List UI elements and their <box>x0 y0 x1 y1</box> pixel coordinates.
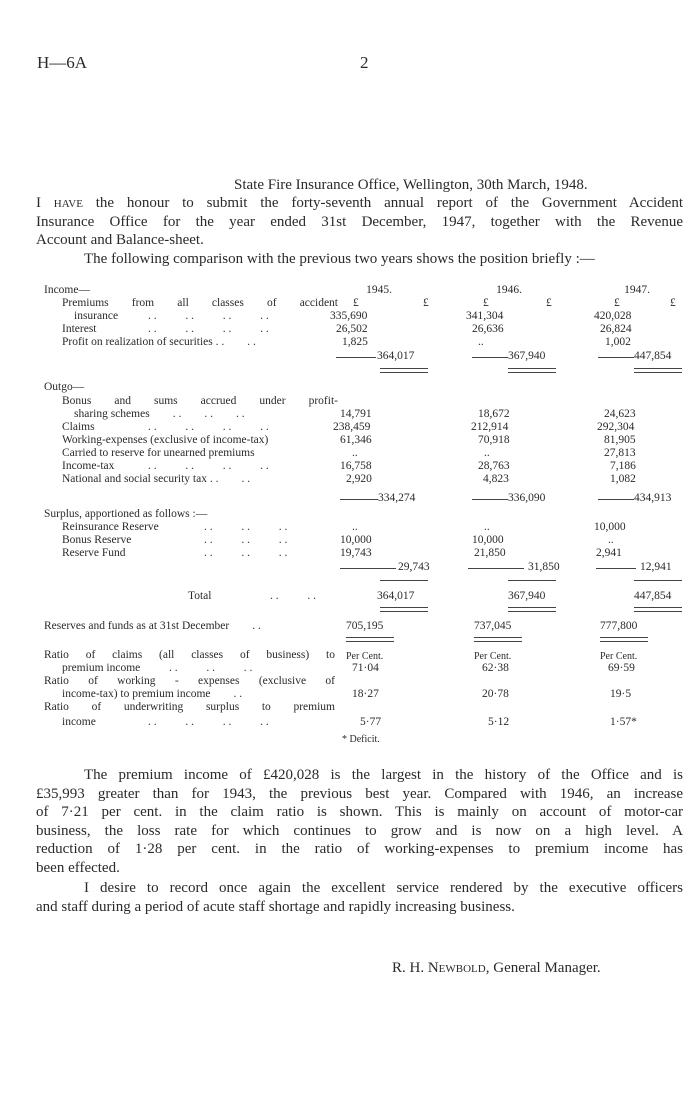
subtotal-rule <box>472 499 508 500</box>
unearned-1947: 27,813 <box>604 447 636 459</box>
bonus-1947: 24,623 <box>604 408 636 420</box>
body-p1-line-1: The premium income of £420,028 is the largest in the history of the Office and is <box>84 767 683 783</box>
outgo-row-bonus-label: Bonus and sums accrued under profit- <box>62 395 338 407</box>
reinsurance-1947: 10,000 <box>594 521 626 533</box>
leader-dots: . . . . . . . . <box>148 716 269 728</box>
surplus-row-reserve-fund-label: Reserve Fund <box>62 547 126 559</box>
intro-line-1 <box>36 194 683 213</box>
total-double-rule <box>600 637 648 642</box>
outgo-row-security-label: National and social security tax . . . . <box>62 473 251 485</box>
intro-opening: I have <box>36 195 83 211</box>
security-1947: 1,082 <box>610 473 636 485</box>
reserve-fund-1946: 21,850 <box>474 547 506 559</box>
year-1945: 1945. <box>366 284 392 296</box>
surplus-total-1947: 12,941 <box>640 561 672 573</box>
total-double-rule <box>346 637 394 642</box>
outgo-total-1945: 334,274 <box>378 492 416 504</box>
reserve-fund-1947: 2,941 <box>596 547 622 559</box>
total-rule <box>634 580 682 581</box>
income-row-profit-label: Profit on realization of securities . . . . <box>62 336 256 348</box>
leader-dots: . . . . . . <box>204 534 288 546</box>
profit-1945: 1,825 <box>342 336 368 348</box>
working-1945: 61,346 <box>340 434 372 446</box>
page-number: 2 <box>360 53 369 72</box>
subtotal-rule <box>336 357 376 358</box>
leader-dots: . . . . . . . . <box>148 460 269 472</box>
subtotal-rule <box>598 499 634 500</box>
interest-1947: 26,824 <box>600 323 632 335</box>
income-row-interest-label: Interest <box>62 323 97 335</box>
deficit-footnote: * Deficit. <box>342 734 380 745</box>
reserves-1946: 737,045 <box>474 620 512 632</box>
working-1946: 70,918 <box>478 434 510 446</box>
income-row-profit-text: Profit on realization of securities <box>62 336 213 348</box>
reserves-label-text: Reserves and funds as at 31st December <box>44 620 230 632</box>
surplus-total-1945: 29,743 <box>398 561 430 573</box>
dateline: State Fire Insurance Office, Wellington, 30th March, 1948. <box>234 177 588 193</box>
subtotal-rule <box>340 568 396 569</box>
income-heading: Income— <box>44 284 90 296</box>
per-cent-1945: Per Cent. <box>346 651 384 662</box>
income-total-1946: 367,940 <box>508 350 546 362</box>
claims-1946: 212,914 <box>471 421 509 433</box>
leader-dots: . . . . . . . . <box>148 421 269 433</box>
interest-1945: 26,502 <box>336 323 368 335</box>
reserves-1947: 777,800 <box>600 620 638 632</box>
ratio-claims-text-2: premium income <box>62 662 141 674</box>
unearned-1945: .. <box>352 447 358 459</box>
ratio-surplus-1945: 5·77 <box>360 716 382 728</box>
incometax-1945: 16,758 <box>340 460 372 472</box>
body-p1-line-5: reduction of 1·28 per cent. in the ratio of working-expenses to premium income has <box>36 841 683 857</box>
outgo-row-bonus-label-2: sharing schemes . . . . . . <box>74 408 245 420</box>
bonus-1945: 14,791 <box>340 408 372 420</box>
premiums-1946: 341,304 <box>466 310 504 322</box>
currency-1947-a: £ <box>614 297 620 309</box>
security-1945: 2,920 <box>346 473 372 485</box>
leader-dots: . . . . . . . . <box>148 310 269 322</box>
signature <box>392 960 601 977</box>
reinsurance-1946: .. <box>484 521 490 533</box>
claims-1945: 238,459 <box>333 421 371 433</box>
outgo-row-working-label: Working-expenses (exclusive of income-tax) <box>62 434 269 446</box>
bonus-reserve-1945: 10,000 <box>340 534 372 546</box>
body-p1-line-2: £35,993 greater than for 1943, the previous best year. Compared with 1946, an increase <box>36 785 683 802</box>
subtotal-rule <box>596 568 636 569</box>
leader-dots: . . . . <box>270 590 316 602</box>
grand-total-1946: 367,940 <box>508 590 546 602</box>
body-p1-line-3: of 7·21 per cent. in the claim ratio is shown. This is mainly on account of motor-car <box>36 804 683 820</box>
signature-title: General Manager. <box>493 960 601 976</box>
ratio-claims-1947: 69·59 <box>608 662 635 674</box>
grand-total-label: Total <box>188 590 212 602</box>
body-paragraph-2 <box>36 879 683 916</box>
ratio-working-1945: 18·27 <box>352 688 379 700</box>
total-rule <box>508 580 556 581</box>
intro-paragraph <box>36 194 683 268</box>
reinsurance-1945: .. <box>352 521 358 533</box>
income-row-premiums-label-2: insurance <box>74 310 119 322</box>
income-total-1945: 364,017 <box>377 350 415 362</box>
subtotal-rule <box>340 499 378 500</box>
subtotal-rule <box>598 357 634 358</box>
profit-1947: 1,002 <box>605 336 631 348</box>
ratio-working-1946: 20·78 <box>482 688 509 700</box>
surplus-heading: Surplus, apportioned as follows :— <box>44 508 208 520</box>
reserve-fund-1945: 19,743 <box>340 547 372 559</box>
total-double-rule <box>508 607 556 612</box>
per-cent-1946: Per Cent. <box>474 651 512 662</box>
leader-dots: . . . . . . <box>204 521 288 533</box>
outgo-row-incometax-label: Income-tax <box>62 460 115 472</box>
leader-dots: . . . . . . . . <box>148 323 269 335</box>
total-double-rule <box>634 607 682 612</box>
total-double-rule <box>380 368 428 373</box>
intro-line-2: Insurance Office for the year ended 31st December, 1947, together with the Revenue <box>36 213 683 230</box>
ratio-claims-label-2: premium income . . . . . . <box>62 662 253 674</box>
per-cent-1947: Per Cent. <box>600 651 638 662</box>
bonus-1946: 18,672 <box>478 408 510 420</box>
intro-lead: The following comparison with the previous two years shows the position briefly :— <box>84 250 595 267</box>
total-double-rule <box>474 637 522 642</box>
profit-1946: .. <box>478 336 484 348</box>
grand-total-1945: 364,017 <box>377 590 415 602</box>
ratio-claims-1945: 71·04 <box>352 662 379 674</box>
ratio-working-label-2: income-tax) to premium income . . <box>62 688 243 700</box>
body-p1-line-4: business, the loss rate for which continues to grow and is now on a high level. A <box>36 822 683 839</box>
surplus-row-bonus-label: Bonus Reserve <box>62 534 132 546</box>
currency-1945-b: £ <box>423 297 429 309</box>
reserves-1945: 705,195 <box>346 620 384 632</box>
currency-1947-b: £ <box>670 297 676 309</box>
bonus-reserve-1946: 10,000 <box>472 534 504 546</box>
signature-name: Newbold, <box>427 960 490 976</box>
body-paragraph-1 <box>36 766 683 877</box>
income-row-premiums-label: Premiums from all classes of accident <box>62 297 338 309</box>
security-1946: 4,823 <box>483 473 509 485</box>
claims-1947: 292,304 <box>597 421 635 433</box>
body-p2-line-2: and staff during a period of acute staff shortage and rapidly increasing business. <box>36 898 515 915</box>
document-reference: H—6A <box>37 53 88 72</box>
subtotal-rule <box>468 568 524 569</box>
subtotal-rule <box>472 357 508 358</box>
body-p1-line-6: been effected. <box>36 859 120 876</box>
intro-line-1-rest: the honour to submit the forty-seventh annual report of the Government Accident <box>95 195 683 211</box>
total-double-rule <box>380 607 428 612</box>
body-p2-line-1: I desire to record once again the excellent service rendered by the executive officers <box>84 880 683 896</box>
outgo-row-security-text: National and social security tax <box>62 473 207 485</box>
incometax-1947: 7,186 <box>610 460 636 472</box>
outgo-total-1947: 434,913 <box>634 492 672 504</box>
total-rule <box>380 580 428 581</box>
ratio-surplus-label: Ratio of underwriting surplus to premium <box>44 701 335 713</box>
leader-dots: . . . . . . <box>204 547 288 559</box>
ratio-working-1947: 19·5 <box>610 688 632 700</box>
outgo-total-1946: 336,090 <box>508 492 546 504</box>
premiums-1947: 420,028 <box>594 310 632 322</box>
outgo-row-claims-label: Claims <box>62 421 95 433</box>
reserves-label: Reserves and funds as at 31st December . . <box>44 620 261 632</box>
working-1947: 81,905 <box>604 434 636 446</box>
ratio-surplus-1947: 1·57* <box>610 716 637 728</box>
incometax-1946: 28,763 <box>478 460 510 472</box>
currency-1946-a: £ <box>483 297 489 309</box>
ratio-claims-1946: 62·38 <box>482 662 509 674</box>
total-double-rule <box>508 368 556 373</box>
ratio-surplus-1946: 5·12 <box>488 716 510 728</box>
outgo-row-bonus-text: sharing schemes <box>74 408 150 420</box>
premiums-1945: 335,690 <box>330 310 368 322</box>
grand-total-1947: 447,854 <box>634 590 672 602</box>
income-total-1947: 447,854 <box>634 350 672 362</box>
outgo-heading: Outgo— <box>44 381 85 393</box>
bonus-reserve-1947: .. <box>608 534 614 546</box>
surplus-row-reinsurance-label: Reinsurance Reserve <box>62 521 159 533</box>
ratio-surplus-label-2: income <box>62 716 96 728</box>
total-double-rule <box>634 368 682 373</box>
year-1947: 1947. <box>624 284 650 296</box>
outgo-row-unearned-label: Carried to reserve for unearned premiums <box>62 447 255 459</box>
intro-line-3: Account and Balance-sheet. <box>36 232 204 248</box>
interest-1946: 26,636 <box>472 323 504 335</box>
signature-initials: R. H. <box>392 960 428 976</box>
ratio-working-text-2: income-tax) to premium income <box>62 688 211 700</box>
year-1946: 1946. <box>496 284 522 296</box>
surplus-total-1946: 31,850 <box>528 561 560 573</box>
ratio-working-label: Ratio of working - expenses (exclusive of <box>44 675 335 687</box>
ratio-claims-label: Ratio of claims (all classes of business) to <box>44 649 335 661</box>
currency-1945-a: £ <box>353 297 359 309</box>
unearned-1946: .. <box>484 447 490 459</box>
currency-1946-b: £ <box>546 297 552 309</box>
